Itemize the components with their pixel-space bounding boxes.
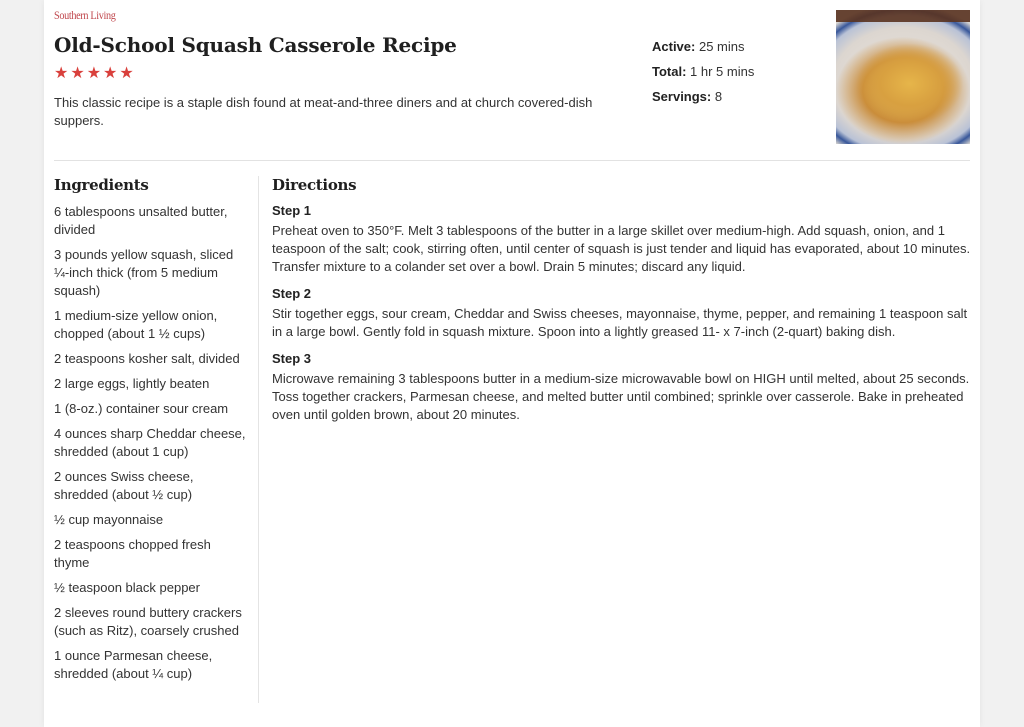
ingredient-item: 1 (8-oz.) container sour cream xyxy=(54,401,229,416)
meta-value: 1 hr 5 mins xyxy=(690,64,755,79)
ingredients-heading: Ingredients xyxy=(54,176,149,194)
ingredient-item: 2 teaspoons kosher salt, divided xyxy=(54,351,240,366)
ingredient-item: 2 teaspoons chopped fresh thyme xyxy=(54,537,211,570)
recipe-card xyxy=(44,0,980,727)
step-label: Step 1 xyxy=(272,203,312,218)
step-label: Step 2 xyxy=(272,286,312,301)
recipe-title: Old-School Squash Casserole Recipe xyxy=(54,33,457,57)
recipe-description: This classic recipe is a staple dish found at meat-and-three diners and at church covered-dish suppers. xyxy=(54,95,593,128)
meta-total xyxy=(652,63,754,88)
ingredient-item: 6 tablespoons unsalted butter, divided xyxy=(54,204,228,237)
direction-step xyxy=(272,351,972,424)
column-divider xyxy=(258,176,259,703)
ingredient-item: 1 medium-size yellow onion, chopped (about 1 ½ cups) xyxy=(54,308,218,341)
star-icon: ★ xyxy=(119,65,134,82)
meta-active xyxy=(652,38,754,63)
directions-list xyxy=(272,203,972,424)
ingredient-item: 3 pounds yellow squash, sliced ¼-inch thick (from 5 medium squash) xyxy=(54,247,234,298)
step-label: Step 3 xyxy=(272,351,312,366)
ingredient-item: ½ teaspoon black pepper xyxy=(54,580,200,595)
directions-heading: Directions xyxy=(272,176,357,194)
ingredient-item: ½ cup mayonnaise xyxy=(54,512,164,527)
ingredient-item: 2 ounces Swiss cheese, shredded (about ½ cup) xyxy=(54,469,194,502)
ingredient-item: 2 large eggs, lightly beaten xyxy=(54,376,210,391)
photo-background xyxy=(836,10,970,144)
meta-value: 25 mins xyxy=(698,39,745,54)
star-icon: ★ xyxy=(54,65,69,82)
recipe-photo xyxy=(836,10,970,144)
star-icon: ★ xyxy=(86,65,102,82)
ingredient-item: 4 ounces sharp Cheddar cheese, shredded (about 1 cup) xyxy=(54,426,246,459)
star-icon: ★ xyxy=(70,65,85,82)
meta-label: Servings: xyxy=(652,89,712,104)
ingredient-item: 2 sleeves round buttery crackers (such as Ritz), coarsely crushed xyxy=(54,605,242,638)
brand-logo[interactable]: Southern Living xyxy=(54,8,116,22)
meta-value: 8 xyxy=(714,89,723,104)
directions-section xyxy=(272,176,972,434)
direction-step xyxy=(272,203,972,276)
recipe-meta xyxy=(652,38,754,113)
ingredient-item: 1 ounce Parmesan cheese, shredded (about ¼ cup) xyxy=(54,648,213,681)
meta-label: Total: xyxy=(652,64,687,79)
ingredients-list xyxy=(54,203,249,683)
step-text: Preheat oven to 350°F. Melt 3 tablespoons of the butter in a large skillet over medium-high. Add squash, onion, and 1 teaspoon of the salt; cook, stirring often, until center of squash is just tender and liquid has evaporated, about 10 minutes. Transfer mixture to a colander set over a bowl. Drain 5 minutes; discard any liquid. xyxy=(272,223,971,274)
direction-step xyxy=(272,286,972,341)
header-divider xyxy=(54,160,970,161)
star-icon: ★ xyxy=(103,65,118,82)
ingredients-section xyxy=(54,176,249,690)
meta-label: Active: xyxy=(652,39,696,54)
step-text: Stir together eggs, sour cream, Cheddar and Swiss cheeses, mayonnaise, thyme, pepper, and remaining 1 teaspoon salt in a large bowl. Gently fold in squash mixture. Spoon into a lightly greased 11- x 7-inch (2-quart) baking dish. xyxy=(272,306,968,339)
star-rating xyxy=(54,66,134,82)
step-text: Microwave remaining 3 tablespoons butter in a medium-size microwavable bowl on HIGH until melted, about 25 seconds. Toss together crackers, Parmesan cheese, and melted butter until combined; sprinkle over casserole. Bake in preheated oven until golden brown, about 20 minutes. xyxy=(272,371,970,422)
meta-servings xyxy=(652,88,754,113)
